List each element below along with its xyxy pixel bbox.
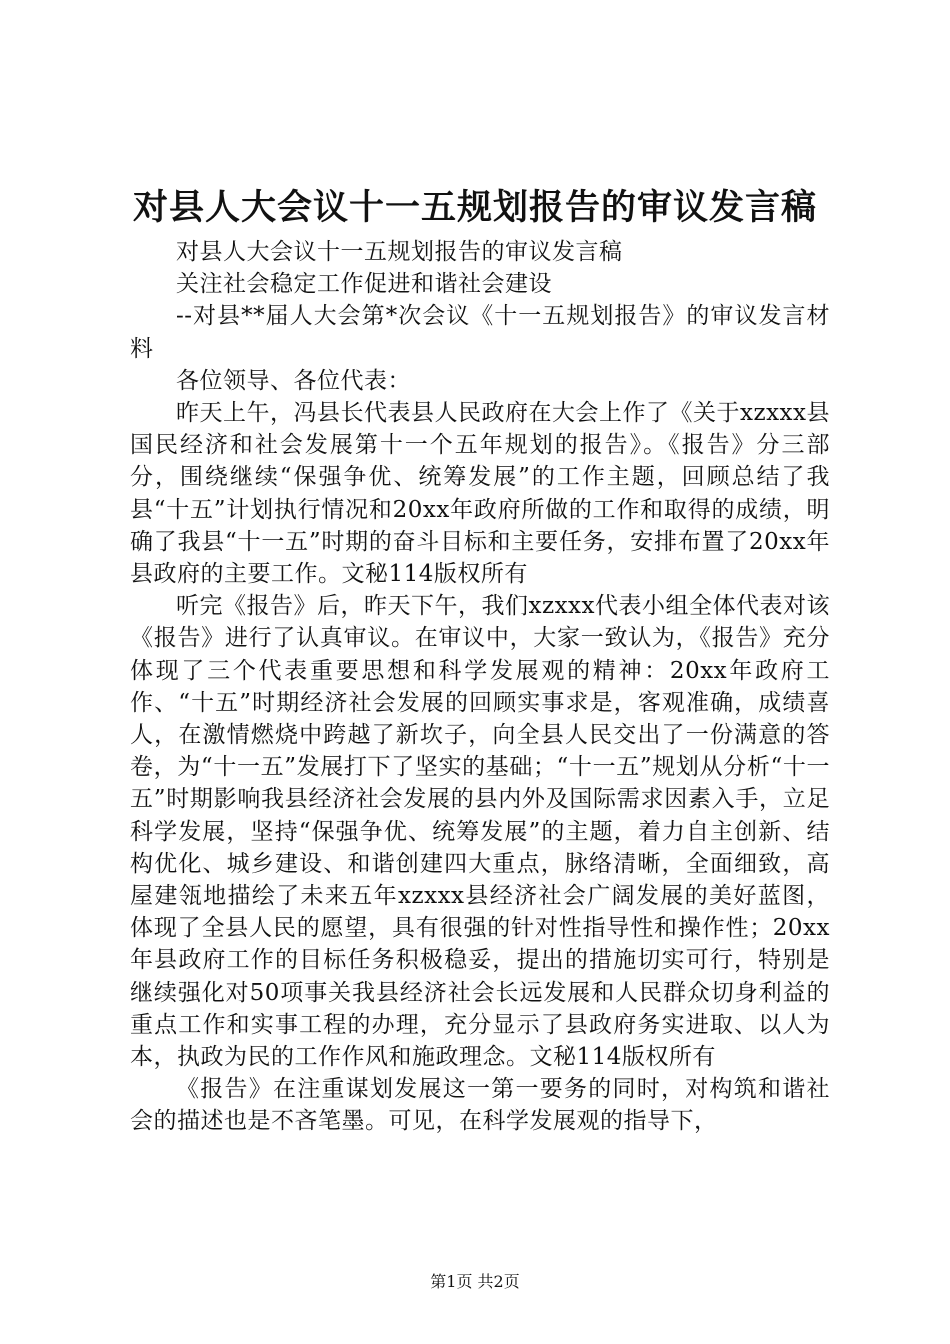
paragraph-body: 听完《报告》后，昨天下午，我们xzxxx代表小组全体代表对该《报告》进行了认真审议。在审议中，大家一致认为，《报告》充分体现了三个代表重要思想和科学发展观的精神：20xx年政府工作、“十五”时期经济社会发展的回顾实事求是，客观准确，成绩喜人，在激情燃烧中跨越了新坎子，向全县人民交出了一份满意的答卷，为“十一五”发展打下了坚实的基础；“十一五”规划从分析“十一五”时期影响我县经济社会发展的县内外及国际需求因素入手，立足科学发展，坚持“保强争优、统筹发展”的主题，着力自主创新、结构优化、城乡建设、和谐创建四大重点，脉络清晰，全面细致，高屋建瓴地描绘了未来五年xzxxx县经济社会广阔发展的美好蓝图，体现了全县人民的愿望，具有很强的针对性指导性和操作性；20xx年县政府工作的目标任务积极稳妥，提出的措施切实可行，特别是继续强化对50项事关我县经济社会长远发展和人民群众切身利益的重点工作和实事工程的办理，充分显示了县政府务实进取、以人为本，执政为民的工作作风和施政理念。文秘114版权所有 <box>130 593 831 1071</box>
paragraph-body: 昨天上午，冯县长代表县人民政府在大会上作了《关于xzxxx县国民经济和社会发展第十一个五年规划的报告》。《报告》分三部分，围绕继续“保强争优、统筹发展”的工作主题，回顾总结了我县“十五”计划执行情况和20xx年政府所做的工作和取得的成绩，明确了我县“十一五”时期的奋斗目标和主要任务，安排布置了20xx年县政府的主要工作。文秘114版权所有 <box>130 400 831 588</box>
document-title: 对县人大会议十一五规划报告的审议发言稿 <box>132 187 817 228</box>
document-body <box>130 236 830 1138</box>
paragraph-salutation: 各位领导、各位代表： <box>176 367 411 394</box>
page-footer: 第1页 共2页 <box>430 1272 520 1291</box>
paragraph-subtitle-note: --对县**届人大会第*次会议《十一五规划报告》的审议发言材料 <box>130 303 830 362</box>
paragraph-subtitle: 关注社会稳定工作促进和谐社会建设 <box>176 271 552 298</box>
paragraph-heading-repeat: 对县人大会议十一五规划报告的审议发言稿 <box>176 239 623 265</box>
paragraph-body: 《报告》在注重谋划发展这一第一要务的同时，对构筑和谐社会的描述也是不吝笔墨。可见，在科学发展观的指导下， <box>130 1076 830 1135</box>
